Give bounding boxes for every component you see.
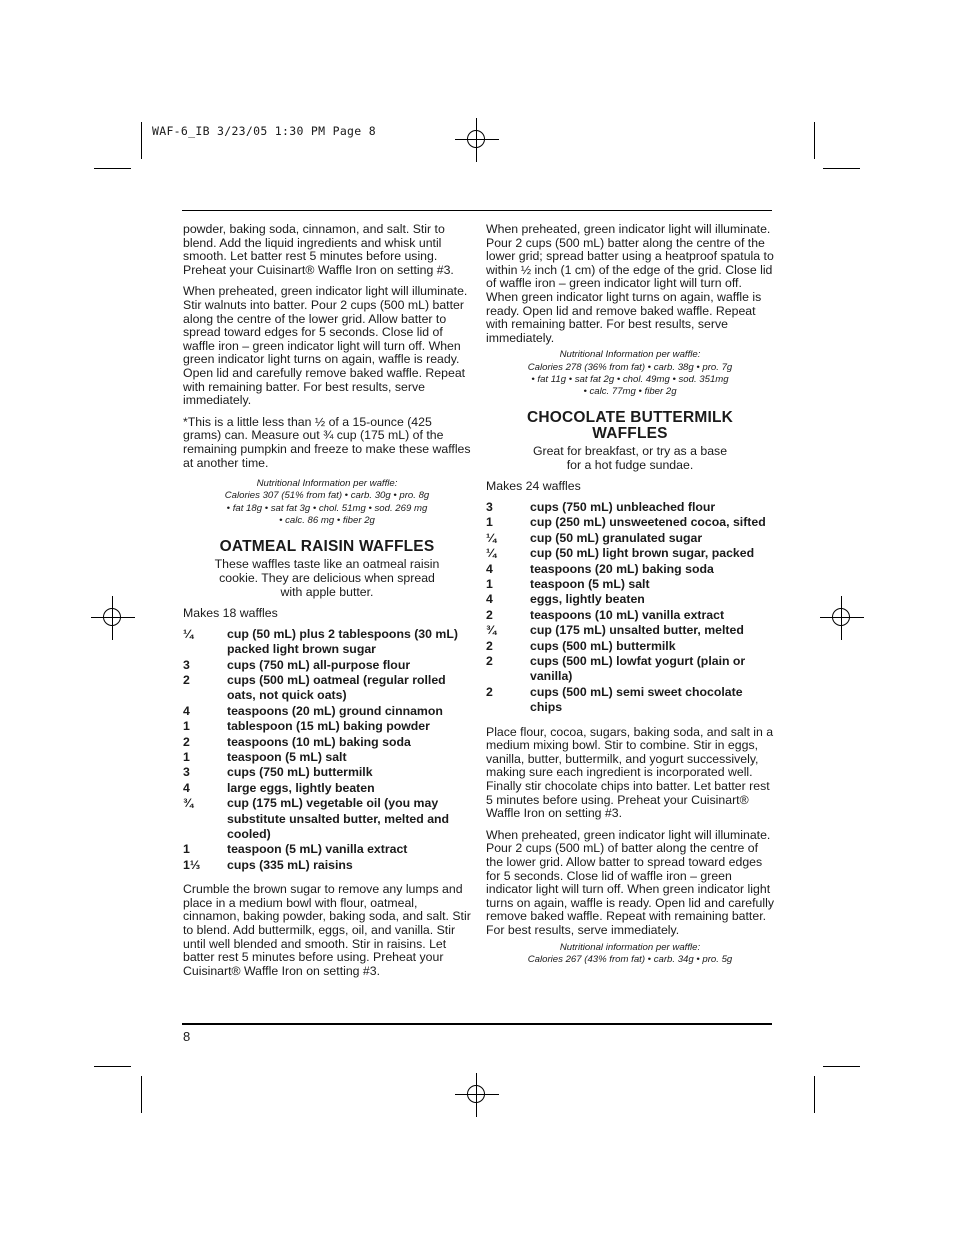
nutrition-info (486, 942, 774, 966)
crop-mark (823, 168, 860, 169)
printer-slug: WAF-6_IB 3/23/05 1:30 PM Page 8 (152, 124, 376, 138)
recipe-method: Place flour, cocoa, sugars, baking soda, and salt in a medium mixing bowl. Stir to combine. Stir in eggs, vanilla, butter, buttermilk, and yogurt successively, making sure each ingredient is incorporated well. Finally stir chocolate chips into batter. Let batter rest 5 minutes before using. Preheat your Cuisinart® Waffle Iron on setting #3. (486, 724, 774, 821)
nutrition-line: • calc. 86 mg • fiber 2g (279, 514, 375, 526)
recipe-intro (486, 445, 774, 472)
bottom-rule (182, 1023, 772, 1025)
ingredient-quantity: 1 (486, 576, 493, 591)
recipe-title-line: CHOCOLATE BUTTERMILK (526, 409, 734, 427)
ingredient-text: tablespoon (15 mL) baking powder (227, 719, 430, 734)
ingredient-text: cup (175 mL) unsalted butter, melted (530, 623, 744, 638)
ingredient-text: eggs, lightly beaten (530, 592, 645, 607)
ingredient-row (183, 658, 471, 673)
nutrition-line: Calories 307 (51% from fat) • carb. 30g • pro. 8g (224, 490, 430, 502)
nutrition-heading: Nutritional Information per waffle: (559, 349, 701, 361)
paragraph: When preheated, green indicator light will illuminate. Pour 2 cups (500 mL) batter along the centre of the lower grid; spread batter using a heatproof spatula to within ½ inch (1 cm) of the edge of the grid. Close lid of waffle iron – green indicator light will turn off. When green indicator light turns on again, waffle is ready. Open lid and remove baked waffle. Repeat with remaining batter. For best results, serve immediately. (486, 222, 774, 345)
paragraph: powder, baking soda, cinnamon, and salt. Stir to blend. Add the liquid ingredients and whisk until smooth. Let batter rest 5 minutes before using. Preheat your Cuisinart® Waffle Iron on setting #3. (183, 222, 454, 277)
ingredient-quantity: ¾ (486, 623, 497, 638)
recipe-title-line: WAFFLES (592, 424, 668, 442)
ingredient-row (183, 750, 471, 765)
nutrition-line: • fat 18g • sat fat 3g • chol. 51mg • sod. 269 mg (226, 502, 428, 514)
registration-mark-bottom (455, 1073, 499, 1117)
ingredient-row (183, 719, 471, 734)
ingredient-row (486, 623, 774, 638)
nutrition-heading: Nutritional Information per waffle: (256, 478, 398, 490)
recipe-intro: These waffles taste like an oatmeal raisin cookie. They are delicious when spread with apple butter. (214, 557, 440, 599)
ingredient-row (183, 842, 471, 857)
recipe-title: OATMEAL RAISIN WAFFLES (219, 537, 435, 555)
ingredient-row (486, 639, 774, 654)
ingredient-row (486, 685, 774, 716)
ingredient-text: cups (500 mL) lowfat yogurt (plain or vanilla) (530, 654, 746, 684)
recipe-method: Crumble the brown sugar to remove any lumps and place in a medium bowl with flour, oatmeal, cinnamon, baking powder, baking soda, and salt. Stir to blend. Add buttermilk, eggs, oil, and vanilla. Stir until well blended and smooth. Stir in raisins. Let batter rest 5 minutes before using. Preheat your Cuisinart® Waffle Iron on setting #3. (183, 882, 471, 978)
registration-mark-top (455, 118, 499, 162)
ingredient-text: teaspoon (5 mL) salt (530, 576, 650, 591)
nutrition-heading: Nutritional information per waffle: (559, 941, 701, 953)
ingredient-row (183, 735, 471, 750)
ingredient-text: teaspoon (5 mL) vanilla extract (227, 842, 408, 857)
crop-mark (94, 1066, 131, 1067)
page-number: 8 (183, 1029, 191, 1044)
ingredient-text: cup (50 mL) plus 2 tablespoons (30 mL) packed light brown sugar (227, 626, 458, 657)
ingredient-quantity: ¼ (486, 546, 497, 561)
crop-mark (141, 122, 142, 159)
crop-mark (814, 1076, 815, 1113)
recipe-title (486, 410, 774, 441)
ingredient-quantity: 1 (183, 842, 190, 857)
ingredient-quantity: 2 (486, 638, 493, 653)
registration-mark-right (820, 596, 864, 640)
recipe-intro-line: for a hot fudge sundae. (566, 457, 694, 472)
recipe-intro-line: Great for breakfast, or try as a base (532, 444, 728, 459)
nutrition-info (486, 349, 774, 398)
ingredient-quantity: 4 (486, 561, 493, 576)
nutrition-line: Calories 278 (36% from fat) • carb. 38g • pro. 7g (527, 361, 733, 373)
ingredient-text: teaspoons (10 mL) baking soda (227, 734, 411, 749)
crop-mark (94, 168, 131, 169)
ingredient-text: cups (500 mL) semi sweet chocolate chips (530, 684, 743, 715)
ingredient-quantity: 2 (183, 673, 190, 687)
ingredient-row (486, 562, 774, 577)
ingredient-text: cups (750 mL) buttermilk (227, 765, 373, 780)
ingredient-quantity: ¼ (486, 530, 497, 545)
ingredient-quantity: 1 (183, 719, 190, 734)
recipe-yield: Makes 24 waffles (486, 479, 581, 494)
crop-mark (823, 1066, 860, 1067)
registration-mark-left (91, 596, 135, 640)
ingredient-quantity: 1 (183, 750, 190, 765)
ingredient-text: teaspoons (10 mL) vanilla extract (530, 607, 725, 622)
ingredient-quantity: ¼ (183, 626, 194, 641)
ingredient-row (183, 796, 471, 842)
ingredient-list (183, 627, 471, 874)
ingredient-text: cups (500 mL) oatmeal (regular rolled oats, not quick oats) (227, 673, 446, 703)
recipe-method: When preheated, green indicator light will illuminate. Pour 2 cups (500 mL) of batter along the centre of the lower grid. Allow batter to spread toward edges for 5 seconds. Close lid of waffle iron – green indicator light will turn off. When green indicator light turns on again, waffle is ready. Open lid and carefully remove baked waffle. Repeat with remaining batter. For best results, serve immediately. (486, 827, 775, 937)
ingredient-quantity: 2 (486, 654, 493, 668)
ingredient-row (486, 546, 774, 561)
ingredient-text: teaspoons (20 mL) ground cinnamon (227, 703, 443, 718)
ingredient-text: teaspoons (20 mL) baking soda (530, 561, 714, 576)
ingredient-quantity: 3 (183, 657, 190, 672)
ingredient-quantity: ¾ (183, 796, 194, 811)
ingredient-text: cup (50 mL) light brown sugar, packed (530, 546, 755, 561)
right-column (486, 223, 774, 978)
ingredient-text: teaspoon (5 mL) salt (227, 750, 347, 765)
ingredient-row (486, 500, 774, 515)
crop-mark (141, 1076, 142, 1113)
ingredient-row (486, 592, 774, 607)
ingredient-row (486, 531, 774, 546)
ingredient-quantity: 2 (183, 734, 190, 749)
ingredient-text: cup (175 mL) vegetable oil (you may substitute unsalted butter, melted and cooled) (227, 796, 450, 842)
nutrition-line: • fat 11g • sat fat 2g • chol. 49mg • sod. 351mg (531, 373, 729, 385)
ingredient-text: large eggs, lightly beaten (227, 780, 375, 795)
footnote: *This is a little less than ½ of a 15-ounce (425 grams) can. Measure out ¾ cup (175 mL) of the remaining pumpkin and freeze to make these waffles at another time. (183, 414, 471, 470)
ingredient-text: cups (750 mL) unbleached flour (530, 499, 716, 514)
ingredient-row (183, 673, 471, 704)
ingredient-text: cup (50 mL) granulated sugar (530, 530, 703, 545)
ingredient-quantity: 4 (183, 780, 190, 795)
ingredient-quantity: 3 (486, 499, 493, 514)
ingredient-text: cups (750 mL) all-purpose flour (227, 657, 411, 672)
ingredient-quantity: 2 (486, 684, 493, 699)
ingredient-row (486, 515, 774, 530)
ingredient-row (486, 608, 774, 623)
ingredient-quantity: 1⅓ (183, 857, 201, 872)
top-rule (182, 210, 772, 211)
recipe-yield: Makes 18 waffles (183, 606, 278, 621)
nutrition-line: • calc. 77mg • fiber 2g (583, 385, 677, 397)
ingredient-quantity: 1 (486, 515, 493, 530)
ingredient-row (183, 765, 471, 780)
ingredient-row (183, 627, 471, 658)
ingredient-quantity: 3 (183, 765, 190, 780)
ingredient-row (183, 704, 471, 719)
ingredient-text: cup (250 mL) unsweetened cocoa, sifted (530, 515, 766, 530)
ingredient-quantity: 2 (486, 607, 493, 622)
ingredient-row (486, 654, 774, 685)
paragraph: When preheated, green indicator light will illuminate. Stir walnuts into batter. Pour 2 cups (500 mL) batter along the centre of the lower grid. Allow batter to spread toward edges for 5 seconds. Close lid of waffle iron – green indicator light will turn off. When green indicator light turns on again, waffle is ready. Open lid and carefully remove baked waffle. Repeat with remaining batter. For best results, serve immediately. (183, 284, 468, 408)
nutrition-line: Calories 267 (43% from fat) • carb. 34g • pro. 5g (527, 953, 733, 965)
crop-mark (814, 122, 815, 159)
ingredient-row (183, 781, 471, 796)
ingredient-text: cups (335 mL) raisins (227, 857, 353, 872)
ingredient-text: cups (500 mL) buttermilk (530, 638, 676, 653)
ingredient-row (183, 858, 471, 873)
ingredient-list (486, 500, 774, 716)
nutrition-info (183, 478, 471, 527)
ingredient-row (486, 577, 774, 592)
left-column (183, 223, 471, 986)
ingredient-quantity: 4 (486, 592, 493, 607)
ingredient-quantity: 4 (183, 703, 190, 718)
